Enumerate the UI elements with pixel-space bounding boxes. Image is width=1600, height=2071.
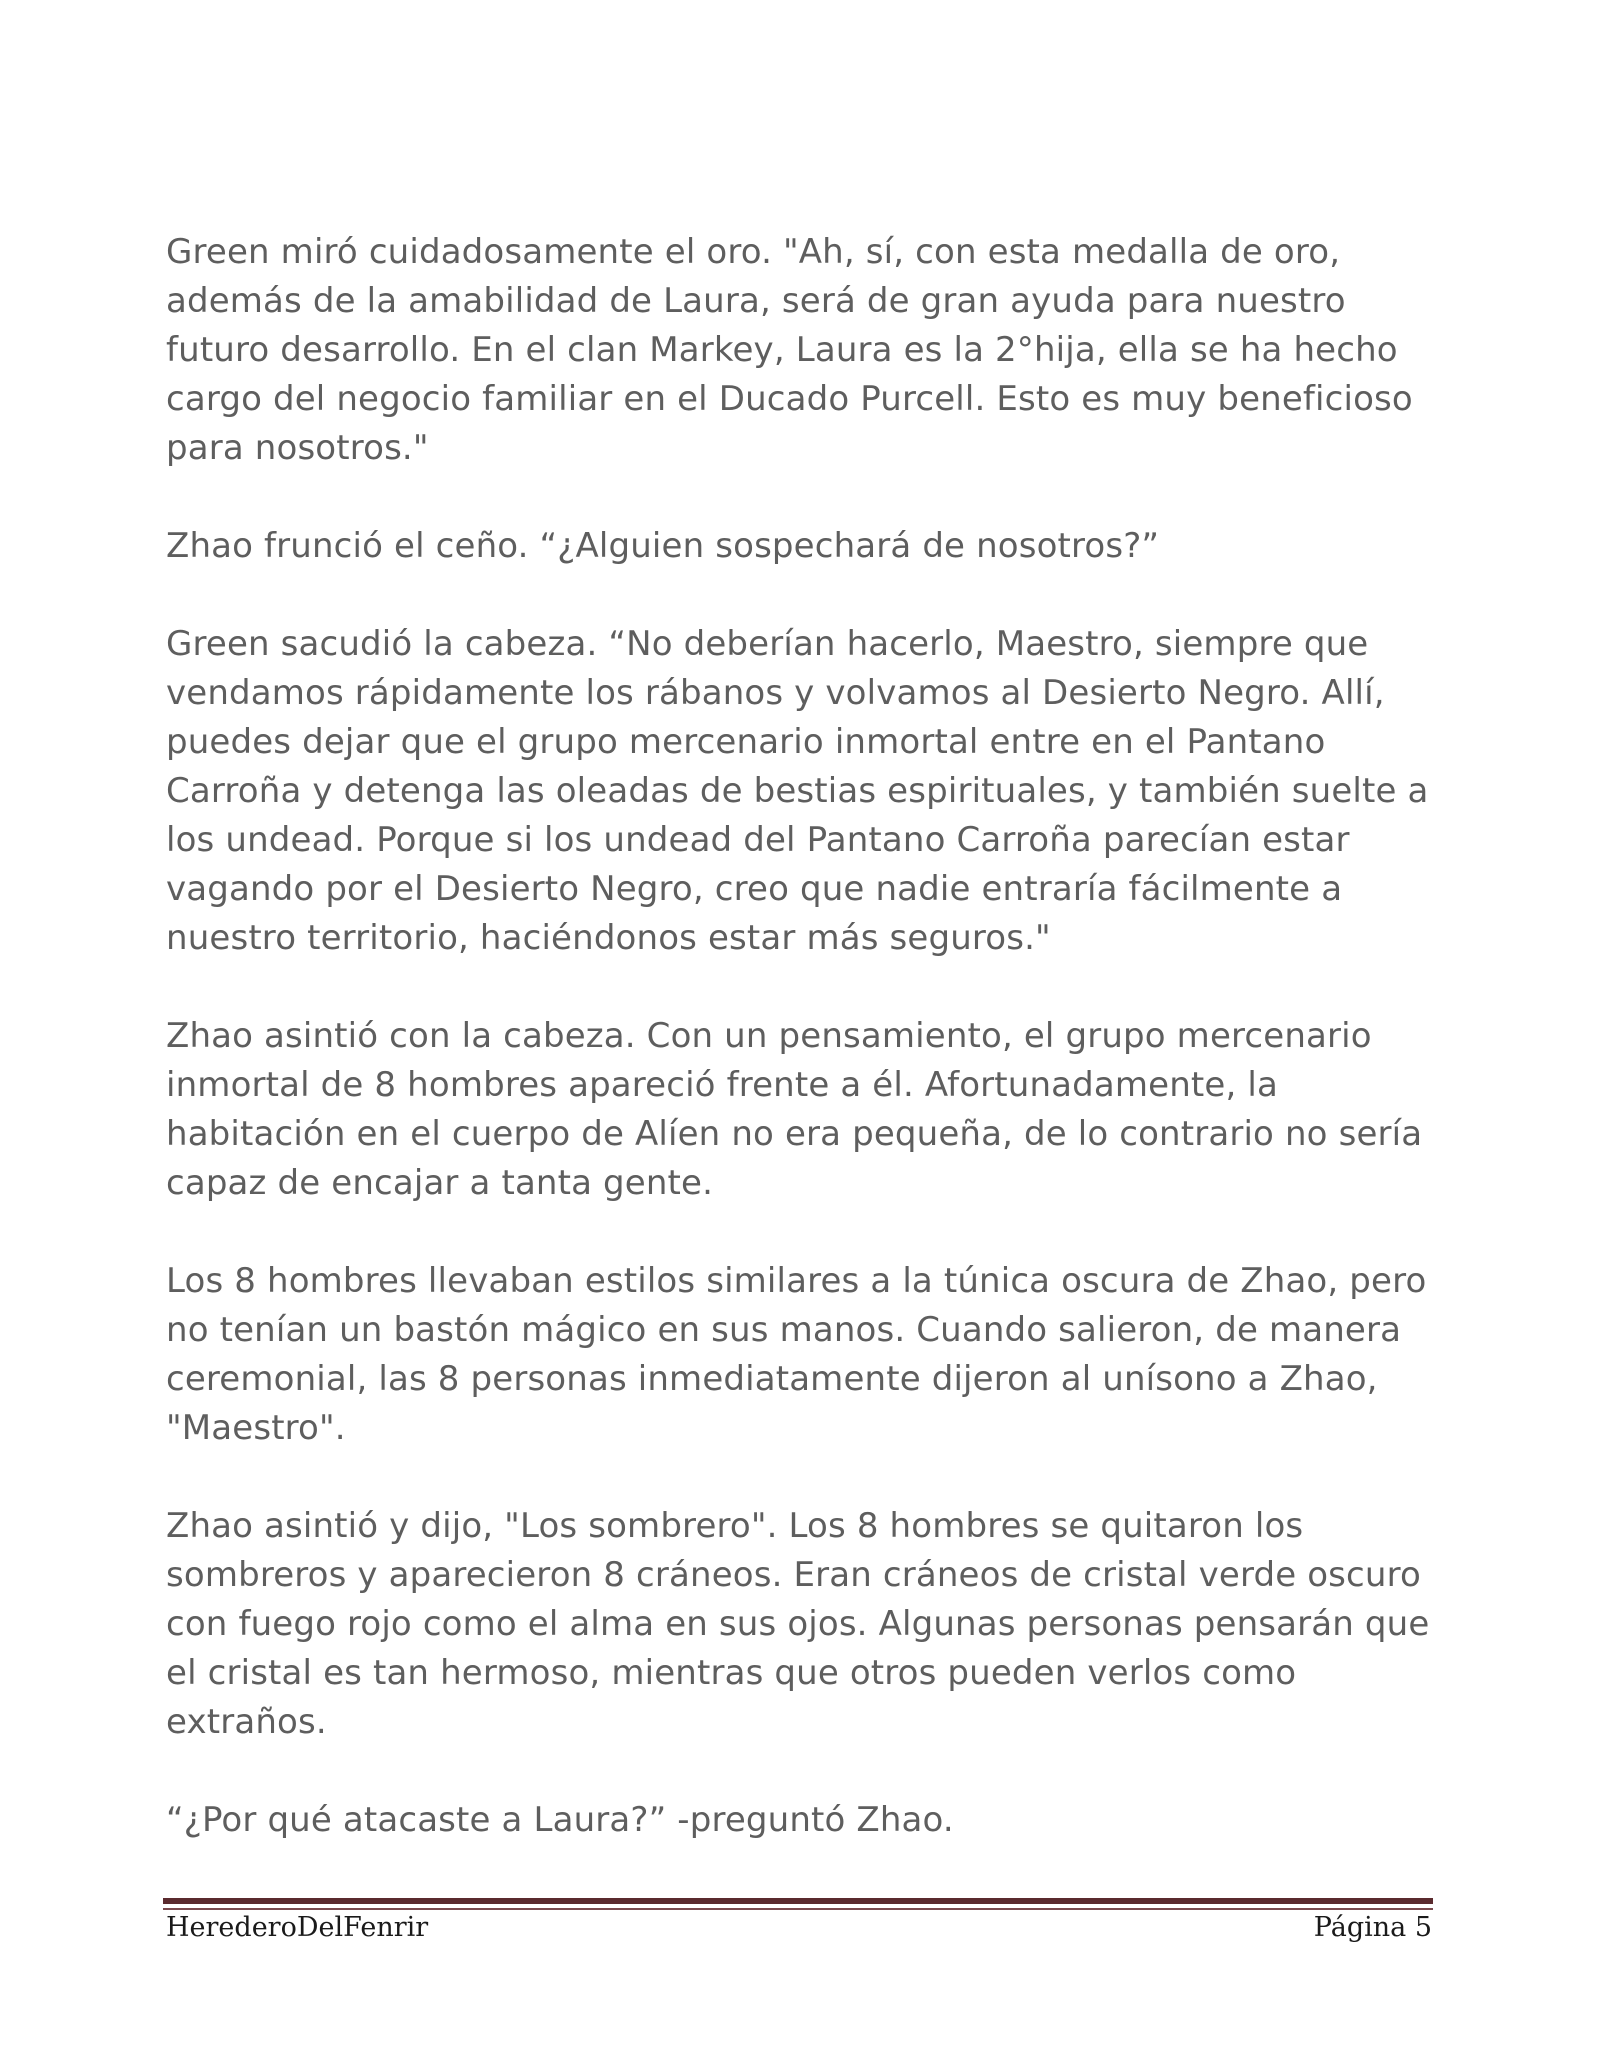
paragraph-7: “¿Por qué atacaste a Laura?” -preguntó Zhao. [166, 1800, 954, 1840]
paragraph-2: Zhao frunció el ceño. “¿Alguien sospechará de nosotros?” [166, 526, 1160, 566]
paragraph-6: Zhao asintió y dijo, "Los sombrero". Los 8 hombres se quitaron los sombreros y aparecieron 8 cráneos. Eran cráneos de cristal verde oscuro con fuego rojo como el alma en sus ojos. Algunas personas pensarán que el cristal es tan hermoso, mientras que otros pueden verlos como extraños. [166, 1506, 1430, 1742]
paragraph-1: Green miró cuidadosamente el oro. "Ah, sí, con esta medalla de oro, además de la amabilidad de Laura, será de gran ayuda para nuestro futuro desarrollo. En el clan Markey, Laura es la 2°hija, ella se ha hecho cargo del negocio familiar en el Ducado Purcell. Esto es muy beneficioso para nosotros." [166, 232, 1413, 468]
footer-page-number: Página 5 [1313, 1912, 1432, 1943]
paragraph-4: Zhao asintió con la cabeza. Con un pensamiento, el grupo mercenario inmortal de 8 hombres apareció frente a él. Afortunadamente, la habitación en el cuerpo de Alíen no era pequeña, de lo contrario no sería capaz de encajar a tanta gente. [166, 1016, 1423, 1203]
footer-divider [163, 1898, 1433, 1908]
footer-author: HerederoDelFenrir [166, 1912, 429, 1943]
paragraph-3: Green sacudió la cabeza. “No deberían hacerlo, Maestro, siempre que vendamos rápidamente los rábanos y volvamos al Desierto Negro. Allí, puedes dejar que el grupo mercenario inmortal entre en el Pantano Carroña y detenga las oleadas de bestias espirituales, y también suelte a los undead. Porque si los undead del Pantano Carroña parecían estar vagando por el Desierto Negro, creo que nadie entraría fácilmente a nuestro territorio, haciéndonos estar más seguros." [166, 624, 1429, 958]
page-body [166, 228, 1456, 1894]
paragraph-5: Los 8 hombres llevaban estilos similares a la túnica oscura de Zhao, pero no tenían un bastón mágico en sus manos. Cuando salieron, de manera ceremonial, las 8 personas inmediatamente dijeron al unísono a Zhao, "Maestro". [166, 1261, 1427, 1448]
